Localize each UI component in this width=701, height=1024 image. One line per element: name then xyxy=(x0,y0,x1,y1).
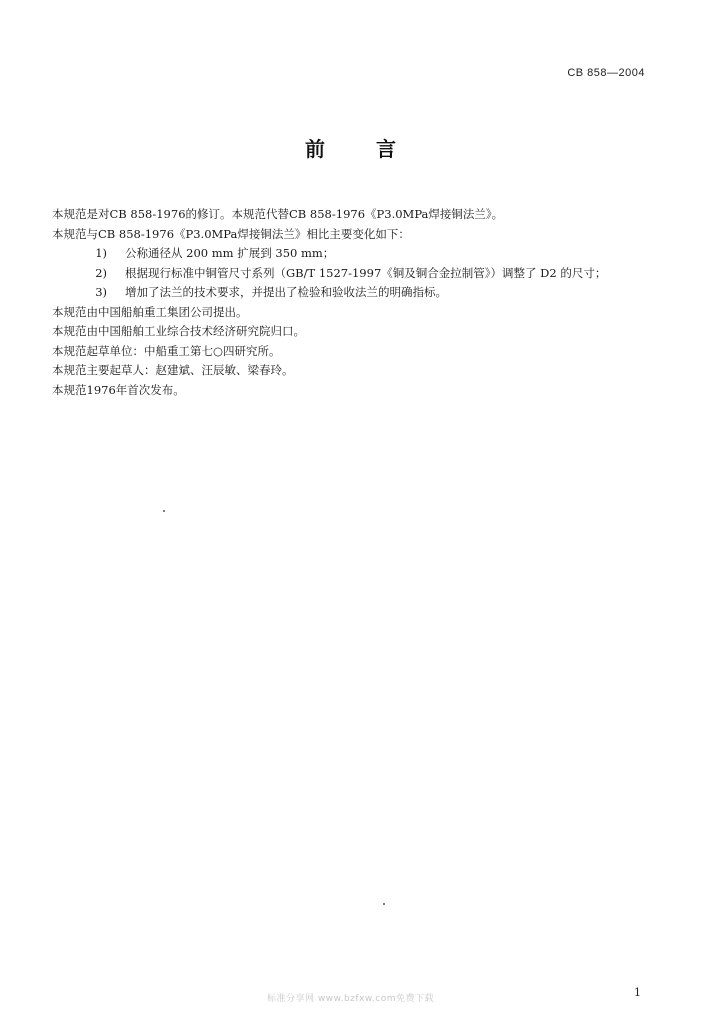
list-item xyxy=(52,244,662,264)
list-item-number: 2) xyxy=(95,265,107,280)
list-item xyxy=(52,264,662,284)
standard-code: CB 858—2004 xyxy=(567,67,645,79)
list-item xyxy=(52,283,662,303)
list-item-text: 增加了法兰的技术要求，并提出了检验和验收法兰的明确指标。 xyxy=(125,285,447,299)
paragraph-changes-intro: 本规范与CB 858-1976《P3.0MPa焊接铜法兰》相比主要变化如下： xyxy=(52,226,410,241)
paragraph-first-release: 本规范1976年首次发布。 xyxy=(52,382,185,397)
paragraph-drafting-unit: 本规范起草单位：中船重工第七○四研究所。 xyxy=(52,343,281,358)
paragraph-proposer: 本规范由中国船舶重工集团公司提出。 xyxy=(52,304,248,319)
page-number: 1 xyxy=(634,986,641,999)
document-body xyxy=(52,205,662,400)
paragraph-administrator: 本规范由中国船舶工业综合技术经济研究院归口。 xyxy=(52,324,305,338)
scan-speck xyxy=(163,510,165,512)
page-title: 前 言 xyxy=(305,137,418,161)
scan-speck xyxy=(383,903,385,905)
paragraph-drafters: 本规范主要起草人：赵建斌、汪辰敏、梁春玲。 xyxy=(52,363,294,377)
watermark-text: 标准分享网 www.bzfxw.com免费下载 xyxy=(266,994,435,1004)
list-item-number: 1) xyxy=(95,246,107,260)
list-item-text: 公称通径从 200 mm 扩展到 350 mm； xyxy=(125,246,335,260)
paragraph-revision-note: 本规范是对CB 858-1976的修订。本规范代替CB 858-1976《P3.0MPa焊接铜法兰》。 xyxy=(52,207,504,221)
list-item-text: 根据现行标准中铜管尺寸系列（GB/T 1527-1997《铜及铜合金拉制管》）调整了 D2 的尺寸； xyxy=(125,265,607,280)
list-item-number: 3) xyxy=(95,285,107,299)
